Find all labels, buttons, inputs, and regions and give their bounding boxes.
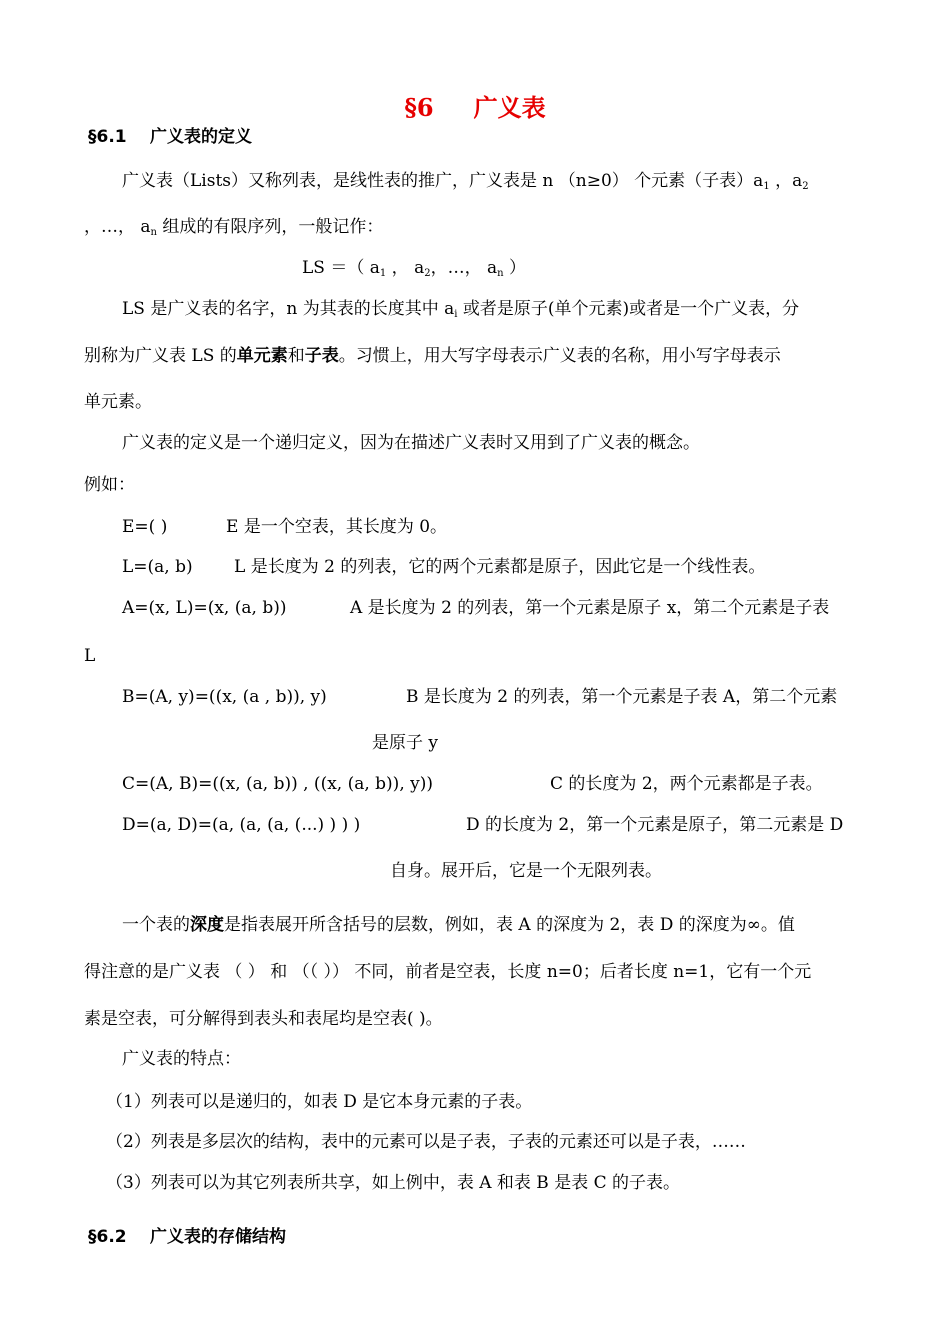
paragraph-4-line-2: 得注意的是广义表 （ ） 和 （（ ）） 不同，前者是空表，长度 n=0；后者长度 n=1，它有一个元 xyxy=(84,962,812,982)
example-c: C=(A, B)=((x, (a, b)) , ((x, (a, b)), y)) C 的长度为 2，两个元素都是子表。 xyxy=(122,774,823,794)
example-e: E=( ) E 是一个空表，其长度为 0。 xyxy=(122,517,448,537)
example-b-continued: 是原子 y xyxy=(372,733,439,753)
section-heading-6-2: §6.2 广义表的存储结构 xyxy=(88,1227,286,1247)
feature-item: （1）列表可以是递归的，如表 D 是它本身元素的子表。 xyxy=(106,1092,533,1112)
feature-item: （2）列表是多层次的结构，表中的元素可以是子表，子表的元素还可以是子表，…… xyxy=(106,1132,746,1152)
term-depth: 深度 xyxy=(190,915,224,935)
section-heading-6-1: §6.1 广义表的定义 xyxy=(88,127,252,147)
term-sublist: 子表 xyxy=(304,346,339,366)
example-a: A=(x, L)=(x, (a, b)) A 是长度为 2 的列表，第一个元素是原子 x，第二个元素是子表 xyxy=(122,598,830,618)
example-label: 例如： xyxy=(84,475,135,495)
paragraph-4-line-3: 素是空表，可分解得到表头和表尾均是空表( )。 xyxy=(84,1009,443,1029)
chapter-title xyxy=(0,94,950,122)
example-b: B=(A, y)=((x, (a , b)), y) B 是长度为 2 的列表，第一个元素是子表 A，第二个元素 xyxy=(122,687,838,707)
ls-formula: LS ＝（ $a_1$ ， $a_2$，…， $a_n$ ） xyxy=(302,258,526,279)
paragraph-2-line-3: 单元素。 xyxy=(84,392,152,412)
chapter-name: 广义表 xyxy=(473,93,546,122)
feature-item: （3）列表可以为其它列表所共享，如上例中，表 A 和表 B 是表 C 的子表。 xyxy=(106,1173,681,1193)
example-a-continued: L xyxy=(84,646,96,666)
paragraph-3: 广义表的定义是一个递归定义，因为在描述广义表时又用到了广义表的概念。 xyxy=(122,433,700,453)
paragraph-4-line-1: 一个表的深度是指表展开所含括号的层数，例如，表 A 的深度为 2，表 D 的深度为∞。值 xyxy=(122,915,795,935)
example-l: L=(a, b) L 是长度为 2 的列表，它的两个元素都是原子，因此它是一个线性表。 xyxy=(122,557,766,577)
paragraph-2-line-2: 别称为广义表 LS 的单元素和子表。习惯上，用大写字母表示广义表的名称，用小写字母表示 xyxy=(84,346,781,366)
paragraph-2-line-1: LS 是广义表的名字，n 为其表的长度其中 $a_i$ 或者是原子(单个元素)或者是一个广义表，分 xyxy=(122,299,800,320)
chapter-number: §6 xyxy=(404,93,434,122)
intro-line-1: 广义表（Lists）又称列表，是线性表的推广，广义表是 n （n≥0） 个元素（子表）$a_1$ ，$a_2$ xyxy=(122,171,809,192)
example-d-continued: 自身。展开后，它是一个无限列表。 xyxy=(390,861,662,881)
term-single-element: 单元素 xyxy=(236,346,288,366)
intro-line-2: ，…， $a_n$ 组成的有限序列，一般记作： xyxy=(84,217,384,238)
example-d: D=(a, D)=(a, (a, (a, (...) ) ) ) D 的长度为 2，第一个元素是原子，第二元素是 D xyxy=(122,815,844,835)
features-label: 广义表的特点： xyxy=(122,1049,241,1069)
